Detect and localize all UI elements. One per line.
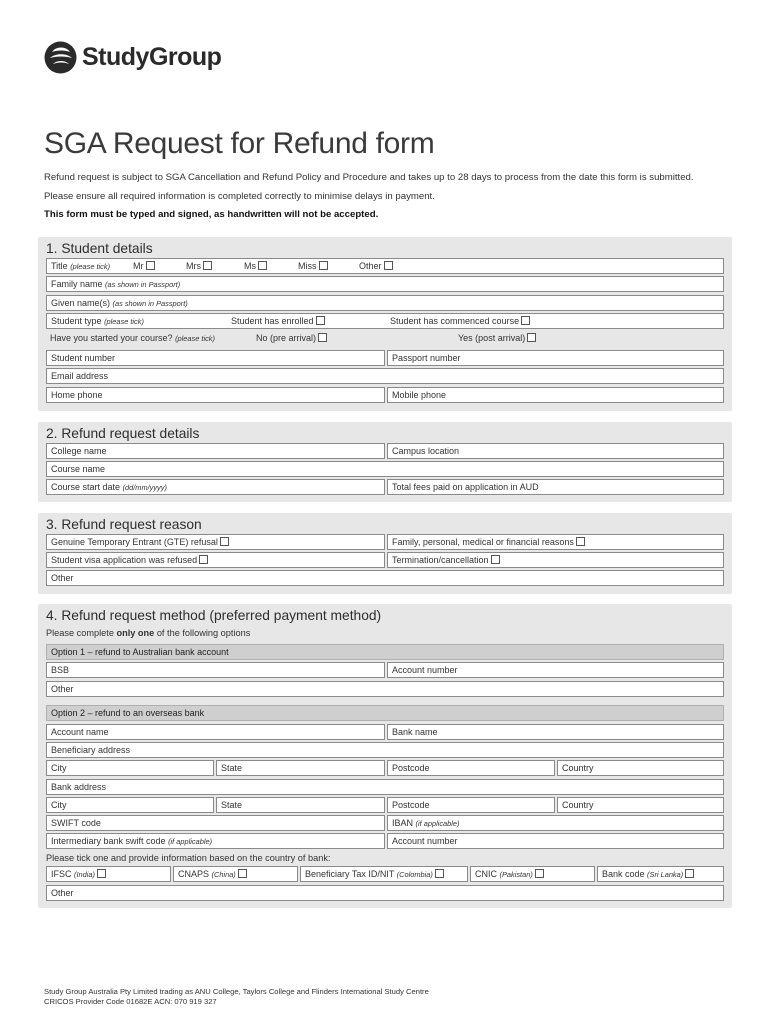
- title-option-ms[interactable]: [244, 259, 267, 273]
- section-4-heading: 4. Refund request method (preferred payment method): [46, 608, 382, 623]
- termination-label: Termination/cancellation: [392, 555, 489, 565]
- total-fees-label: Total fees paid on application in AUD: [392, 482, 539, 492]
- other-reason-field[interactable]: [46, 570, 724, 586]
- opt1-account-number-field[interactable]: [387, 662, 724, 678]
- cnic-hint: (Pakistan): [499, 870, 533, 879]
- termination-option[interactable]: [387, 552, 724, 568]
- country-tick-note: Please tick one and provide information based on the country of bank:: [46, 853, 331, 863]
- yes-post-arrival-checkbox[interactable]: [527, 333, 536, 342]
- bank-postcode-label: Postcode: [392, 800, 430, 810]
- section-refund-request-method: [38, 604, 732, 908]
- home-phone-field[interactable]: [46, 387, 385, 403]
- home-phone-label: Home phone: [51, 390, 103, 400]
- campus-location-label: Campus location: [392, 446, 460, 456]
- family-name-label: Family name: [51, 279, 103, 289]
- ifsc-label: IFSC: [51, 869, 72, 879]
- bank-country-label: Country: [562, 800, 594, 810]
- intro-line-2: Please ensure all required information is completed correctly to minimise delays in payment.: [44, 191, 435, 202]
- family-name-hint: (as shown in Passport): [105, 280, 181, 289]
- total-fees-field[interactable]: [387, 479, 724, 495]
- opt1-other-label: Other: [51, 684, 74, 694]
- given-names-hint: (as shown in Passport): [112, 299, 188, 308]
- passport-number-field[interactable]: [387, 350, 724, 366]
- account-name-label: Account name: [51, 727, 109, 737]
- bank-city-label: City: [51, 800, 67, 810]
- title-option-mrs[interactable]: [186, 259, 212, 273]
- opt2-other-label: Other: [51, 888, 74, 898]
- course-start-date-label: Course start date: [51, 482, 121, 492]
- beneficiary-state-label: State: [221, 763, 243, 773]
- iban-field[interactable]: [387, 815, 724, 831]
- termination-checkbox[interactable]: [491, 555, 500, 564]
- section-1-heading: 1. Student details: [46, 241, 153, 256]
- beneficiary-postcode-field[interactable]: [387, 760, 555, 776]
- gte-refusal-label: Genuine Temporary Entrant (GTE) refusal: [51, 537, 218, 547]
- bank-code-option[interactable]: [597, 866, 724, 882]
- family-reasons-label: Family, personal, medical or financial reasons: [392, 537, 574, 547]
- course-name-label: Course name: [51, 464, 106, 474]
- bank-state-label: State: [221, 800, 243, 810]
- student-type-hint: (please tick): [104, 317, 144, 326]
- course-start-date-hint: (dd/mm/yyyy): [122, 483, 167, 492]
- commenced-checkbox[interactable]: [521, 316, 530, 325]
- miss-label: Miss: [298, 261, 317, 271]
- footer-line-2: CRICOS Provider Code 01682E ACN: 070 919 327: [44, 997, 217, 1006]
- title-row: [46, 258, 724, 274]
- bank-country-field[interactable]: [557, 797, 724, 813]
- bank-city-field[interactable]: [46, 797, 214, 813]
- studygroup-logo: [44, 41, 221, 74]
- beneficiary-postcode-label: Postcode: [392, 763, 430, 773]
- no-pre-arrival-checkbox[interactable]: [318, 333, 327, 342]
- opt2-account-number-field[interactable]: [387, 833, 724, 849]
- beneficiary-tax-label: Beneficiary Tax ID/NIT: [305, 869, 395, 879]
- course-started-label: Have you started your course?: [50, 333, 173, 343]
- option-1-header: Option 1 – refund to Australian bank account: [46, 644, 724, 660]
- mr-checkbox[interactable]: [146, 261, 155, 270]
- gte-refusal-option[interactable]: [46, 534, 385, 550]
- course-start-date-field[interactable]: [46, 479, 385, 495]
- ifsc-hint: (India): [74, 870, 95, 879]
- intro-line-3: This form must be typed and signed, as handwritten will not be accepted.: [44, 209, 379, 220]
- college-name-label: College name: [51, 446, 107, 456]
- intro-line-1: Refund request is subject to SGA Cancellation and Refund Policy and Procedure and takes up to 28 days to process from the date this form is submitted.: [44, 172, 694, 183]
- enrolled-option[interactable]: [231, 314, 325, 328]
- opt1-other-field[interactable]: [46, 681, 724, 697]
- college-name-field[interactable]: [46, 443, 385, 459]
- other-title-label: Other: [359, 261, 382, 271]
- beneficiary-state-field[interactable]: [216, 760, 385, 776]
- title-option-other[interactable]: [359, 259, 393, 273]
- title-option-miss[interactable]: [298, 259, 328, 273]
- cnaps-checkbox[interactable]: [238, 869, 247, 878]
- title-option-mr[interactable]: [133, 259, 155, 273]
- given-names-field[interactable]: [46, 295, 724, 311]
- cnaps-option[interactable]: [173, 866, 298, 882]
- cnaps-label: CNAPS: [178, 869, 210, 879]
- cnaps-hint: (China): [211, 870, 236, 879]
- bsb-label: BSB: [51, 665, 70, 675]
- instructions-post: of the following options: [154, 628, 251, 638]
- mobile-phone-label: Mobile phone: [392, 390, 447, 400]
- iban-label: IBAN: [392, 818, 414, 828]
- beneficiary-tax-checkbox[interactable]: [435, 869, 444, 878]
- beneficiary-city-label: City: [51, 763, 67, 773]
- opt1-account-number-label: Account number: [392, 665, 458, 675]
- family-name-field[interactable]: [46, 276, 724, 292]
- intermediary-swift-hint: (if applicable): [168, 837, 213, 846]
- ms-label: Ms: [244, 261, 256, 271]
- bsb-field[interactable]: [46, 662, 385, 678]
- beneficiary-country-label: Country: [562, 763, 594, 773]
- bank-state-field[interactable]: [216, 797, 385, 813]
- cnic-option[interactable]: [470, 866, 595, 882]
- bank-name-field[interactable]: [387, 724, 724, 740]
- course-name-field[interactable]: [46, 461, 724, 477]
- mobile-phone-field[interactable]: [387, 387, 724, 403]
- page-title: SGA Request for Refund form: [44, 127, 435, 160]
- enrolled-label: Student has enrolled: [231, 316, 314, 326]
- section-student-details: [38, 237, 732, 411]
- beneficiary-country-field[interactable]: [557, 760, 724, 776]
- swift-code-label: SWIFT code: [51, 818, 101, 828]
- visa-refused-label: Student visa application was refused: [51, 555, 198, 565]
- family-reasons-option[interactable]: [387, 534, 724, 550]
- bank-name-label: Bank name: [392, 727, 438, 737]
- student-number-label: Student number: [51, 353, 116, 363]
- email-label: Email address: [51, 371, 109, 381]
- bank-code-hint: (Sri Lanka): [647, 870, 684, 879]
- section-refund-request-reason: [38, 513, 732, 594]
- gte-refusal-checkbox[interactable]: [220, 537, 229, 546]
- beneficiary-address-field[interactable]: [46, 742, 724, 758]
- campus-location-field[interactable]: [387, 443, 724, 459]
- family-reasons-checkbox[interactable]: [576, 537, 585, 546]
- mrs-label: Mrs: [186, 261, 201, 271]
- course-started-hint: (please tick): [175, 334, 215, 343]
- cnic-label: CNIC: [475, 869, 497, 879]
- beneficiary-address-label: Beneficiary address: [51, 745, 131, 755]
- title-label: Title: [51, 261, 68, 271]
- commenced-label: Student has commenced course: [390, 316, 520, 326]
- intermediary-swift-label: Intermediary bank swift code: [51, 836, 166, 846]
- ifsc-checkbox[interactable]: [97, 869, 106, 878]
- beneficiary-tax-hint: (Colombia): [396, 870, 433, 879]
- footer-line-1: Study Group Australia Pty Limited trading as ANU College, Taylors College and Flinders International Study Centre: [44, 987, 429, 996]
- mr-label: Mr: [133, 261, 144, 271]
- commenced-option[interactable]: [390, 314, 530, 328]
- no-pre-arrival-option[interactable]: [256, 331, 327, 345]
- student-number-field[interactable]: [46, 350, 385, 366]
- section-4-instructions: [46, 628, 250, 638]
- beneficiary-city-field[interactable]: [46, 760, 214, 776]
- yes-post-arrival-label: Yes (post arrival): [458, 333, 526, 343]
- instructions-pre: Please complete: [46, 628, 117, 638]
- opt2-account-number-label: Account number: [392, 836, 458, 846]
- beneficiary-tax-option[interactable]: [300, 866, 468, 882]
- logo-text: StudyGroup: [82, 43, 222, 71]
- studygroup-logo-icon: [44, 41, 77, 74]
- bank-code-checkbox[interactable]: [685, 869, 694, 878]
- title-field: [46, 258, 724, 274]
- section-refund-request-details: [38, 422, 732, 502]
- student-type-field: [46, 313, 724, 329]
- passport-number-label: Passport number: [392, 353, 461, 363]
- given-names-label: Given name(s): [51, 298, 111, 308]
- bank-address-label: Bank address: [51, 782, 107, 792]
- ifsc-option[interactable]: [46, 866, 171, 882]
- enrolled-checkbox[interactable]: [316, 316, 325, 325]
- ms-checkbox[interactable]: [258, 261, 267, 270]
- mrs-checkbox[interactable]: [203, 261, 212, 270]
- section-2-heading: 2. Refund request details: [46, 426, 200, 441]
- no-pre-arrival-label: No (pre arrival): [256, 333, 317, 343]
- option-2-header: Option 2 – refund to an overseas bank: [46, 705, 724, 721]
- title-hint: (please tick): [70, 262, 111, 271]
- other-reason-label: Other: [51, 573, 74, 583]
- iban-hint: (if applicable): [415, 819, 460, 828]
- bank-address-field[interactable]: [46, 779, 724, 795]
- email-field[interactable]: [46, 368, 724, 384]
- intermediary-swift-field[interactable]: [46, 833, 385, 849]
- account-name-field[interactable]: [46, 724, 385, 740]
- miss-checkbox[interactable]: [319, 261, 328, 270]
- student-type-label: Student type: [51, 316, 102, 326]
- cnic-checkbox[interactable]: [535, 869, 544, 878]
- bank-code-label: Bank code: [602, 869, 645, 879]
- swift-code-field[interactable]: [46, 815, 385, 831]
- other-title-checkbox[interactable]: [384, 261, 393, 270]
- instructions-bold: only one: [116, 628, 155, 638]
- course-started-row: [46, 331, 724, 347]
- opt2-other-field[interactable]: [46, 885, 724, 901]
- bank-postcode-field[interactable]: [387, 797, 555, 813]
- yes-post-arrival-option[interactable]: [458, 331, 536, 345]
- visa-refused-option[interactable]: [46, 552, 385, 568]
- section-3-heading: 3. Refund request reason: [46, 517, 202, 532]
- visa-refused-checkbox[interactable]: [199, 555, 208, 564]
